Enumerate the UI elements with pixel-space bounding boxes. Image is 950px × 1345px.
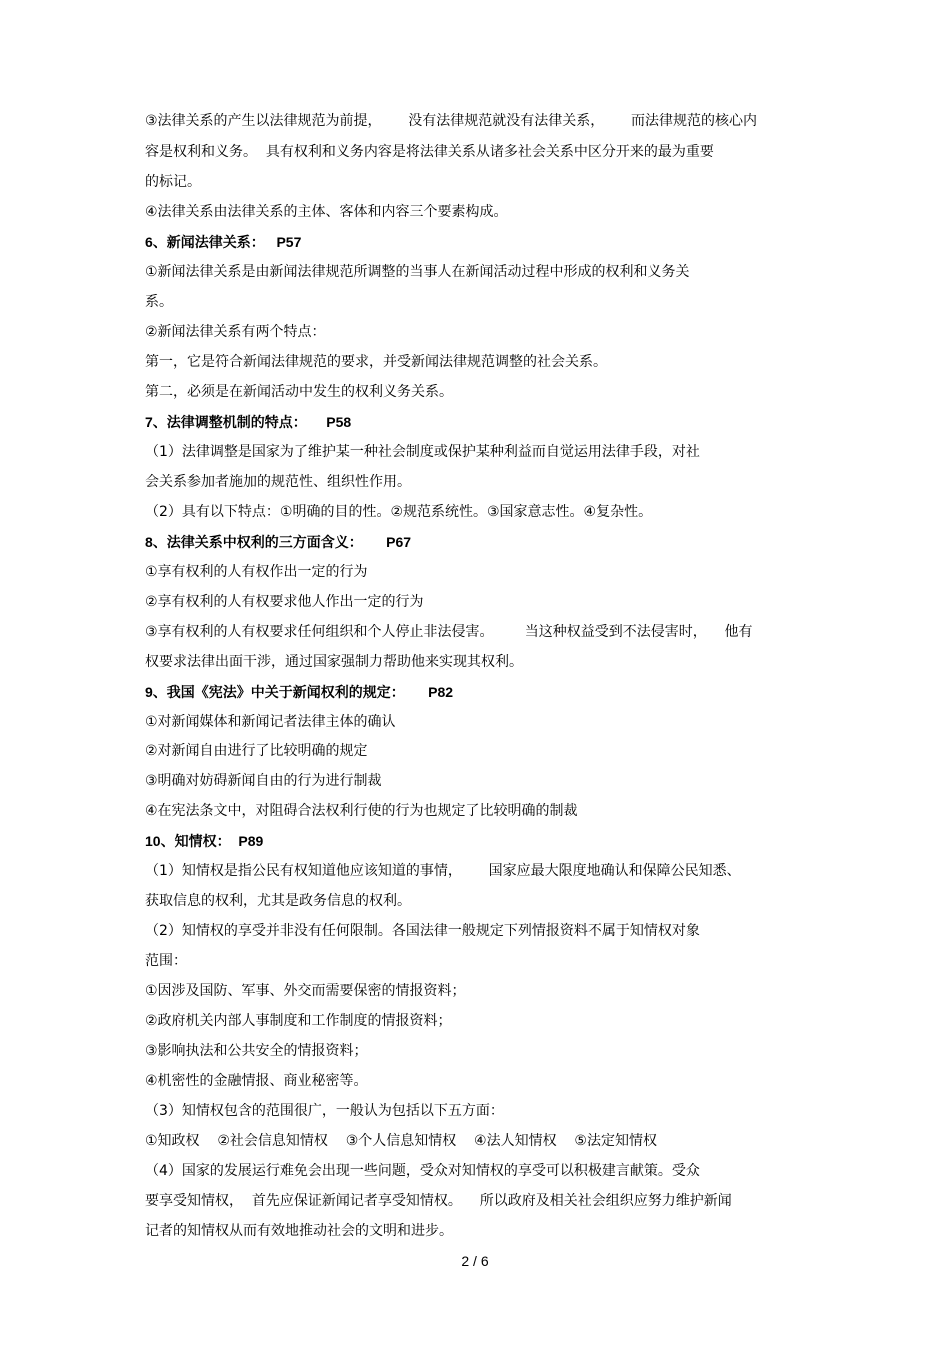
- section-heading: 6、新闻法律关系： P57: [145, 234, 302, 250]
- text-line: ②政府机关内部人事制度和工作制度的情报资料；: [145, 1013, 452, 1029]
- text-line: ①对新闻媒体和新闻记者法律主体的确认: [145, 714, 396, 730]
- text-line: （3）知情权包含的范围很广，一般认为包括以下五方面：: [145, 1103, 504, 1119]
- text-line: （2）具有以下特点：①明确的目的性。②规范系统性。③国家意志性。④复杂性。: [145, 504, 653, 520]
- text-line: （1）法律调整是国家为了维护某一种社会制度或保护某种利益而自觉运用法律手段，对社: [145, 444, 700, 460]
- section-heading: 7、法律调整机制的特点： P58: [145, 414, 352, 430]
- text-line: ④在宪法条文中，对阻碍合法权利行使的行为也规定了比较明确的制裁: [145, 803, 578, 819]
- text-line: 要享受知情权， 首先应保证新闻记者享受知情权。 所以政府及相关社会组织应努力维护新闻: [145, 1193, 732, 1209]
- text-line: 记者的知情权从而有效地推动社会的文明和进步。: [145, 1223, 453, 1239]
- text-line: ①新闻法律关系是由新闻法律规范所调整的当事人在新闻活动过程中形成的权利和义务关: [145, 264, 690, 280]
- text-line: ①知政权 ②社会信息知情权 ③个人信息知情权 ④法人知情权 ⑤法定知情权: [145, 1133, 657, 1149]
- page-number: 2 / 6: [461, 1253, 489, 1269]
- section-heading: 9、我国《宪法》中关于新闻权利的规定： P82: [145, 684, 454, 700]
- text-line: 第二，必须是在新闻活动中发生的权利义务关系。: [145, 384, 453, 400]
- text-line: 获取信息的权利，尤其是政务信息的权利。: [145, 893, 411, 909]
- text-line: ①因涉及国防、军事、外交而需要保密的情报资料；: [145, 983, 466, 999]
- text-line: ①享有权利的人有权作出一定的行为: [145, 564, 368, 580]
- text-line: 权要求法律出面干涉，通过国家强制力帮助他来实现其权利。: [145, 654, 523, 670]
- text-line: ②新闻法律关系有两个特点：: [145, 324, 326, 340]
- text-line: ④法律关系由法律关系的主体、客体和内容三个要素构成。: [145, 204, 508, 220]
- section-heading: 10、知情权： P89: [145, 833, 264, 849]
- text-line: 系。: [145, 294, 173, 310]
- text-line: ③享有权利的人有权要求任何组织和个人停止非法侵害。 当这种权益受到不法侵害时， 他有: [145, 624, 753, 640]
- text-line: ②享有权利的人有权要求他人作出一定的行为: [145, 594, 424, 610]
- text-line: ③法律关系的产生以法律规范为前提， 没有法律规范就没有法律关系， 而法律规范的核心内: [145, 113, 757, 129]
- text-line: 会关系参加者施加的规范性、组织性作用。: [145, 474, 411, 490]
- text-line: ②对新闻自由进行了比较明确的规定: [145, 743, 368, 759]
- text-line: （4）国家的发展运行难免会出现一些问题，受众对知情权的享受可以积极建言献策。受众: [145, 1163, 700, 1179]
- text-line: （1）知情权是指公民有权知道他应该知道的事情， 国家应最大限度地确认和保障公民知悉、: [145, 863, 741, 879]
- text-line: （2）知情权的享受并非没有任何限制。各国法律一般规定下列情报资料不属于知情权对象: [145, 923, 700, 939]
- text-line: 第一，它是符合新闻法律规范的要求，并受新闻法律规范调整的社会关系。: [145, 354, 607, 370]
- section-heading: 8、法律关系中权利的三方面含义： P67: [145, 534, 412, 550]
- text-line: 容是权利和义务。 具有权利和义务内容是将法律关系从诸多社会关系中区分开来的最为重要: [145, 144, 714, 160]
- text-line: 范围：: [145, 953, 187, 969]
- text-line: ④机密性的金融情报、商业秘密等。: [145, 1073, 368, 1089]
- text-line: ③影响执法和公共安全的情报资料；: [145, 1043, 368, 1059]
- text-line: 的标记。: [145, 174, 201, 190]
- text-line: ③明确对妨碍新闻自由的行为进行制裁: [145, 773, 382, 789]
